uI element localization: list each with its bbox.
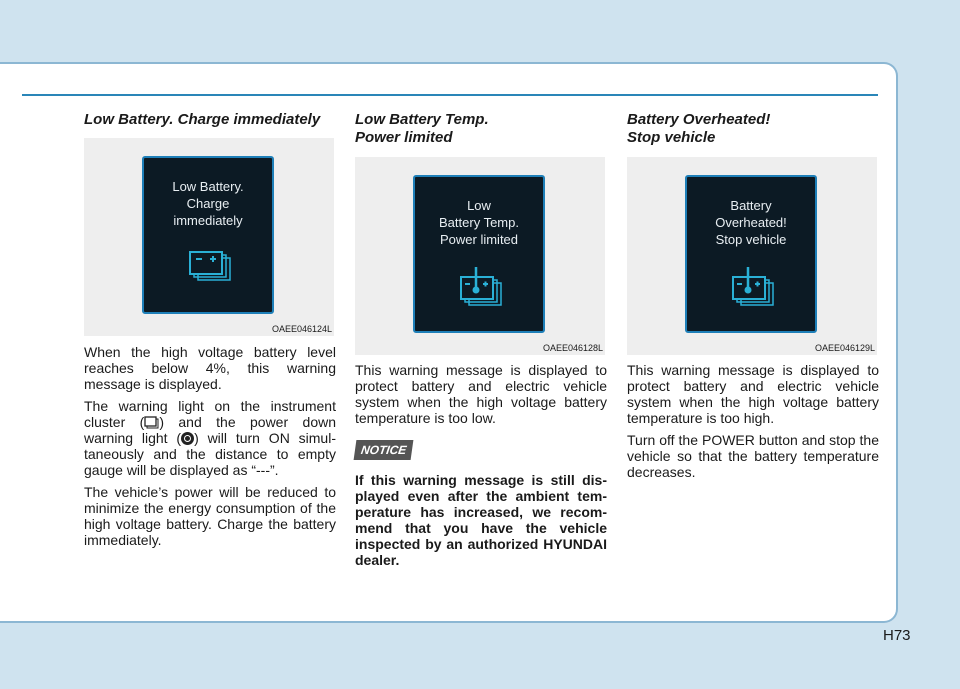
page-number: H73 <box>883 627 911 644</box>
header-rule <box>22 94 878 96</box>
figure-code: OAEE046124L <box>271 324 332 334</box>
figure-battery-overheated <box>627 157 877 355</box>
body-low-battery-temp <box>355 362 607 574</box>
paragraph: This warning message is displayed to protect battery and electric vehicle system when the high voltage battery temperature is too high. <box>627 362 879 426</box>
paragraph: Turn off the POWER button and stop the vehicle so that the battery temperature decreases. <box>627 432 879 480</box>
screen-message: Battery Overheated! Stop vehicle <box>715 198 787 247</box>
heading-battery-overheated: Battery Overheated! Stop vehicle <box>627 111 771 146</box>
paragraph: This warning message is displayed to protect battery and electric vehicle system when the high voltage battery temperature is too low. <box>355 362 607 426</box>
battery-warning-icon <box>188 250 234 282</box>
cluster-screen <box>142 156 274 314</box>
section-battery-overheated <box>627 111 879 147</box>
paragraph: When the high voltage battery level reaches below 4%, this warning message is displayed. <box>84 344 336 392</box>
body-battery-overheated <box>627 362 879 486</box>
figure-low-battery-temp <box>355 157 605 355</box>
notice-badge: NOTICE <box>354 440 414 460</box>
battery-warning-icon <box>144 416 159 429</box>
notice-text: If this warning message is still displayed even after the ambient temperature has increased, we recommend that you have the vehicle inspected by an authorized HYUNDAI dealer. <box>355 472 607 568</box>
section-low-battery-temp <box>355 111 607 147</box>
paragraph: The warning light on the instrument cluster ( ) and the power down warning light ( ) will turn ON simultaneously and the distance to empty gauge will be displayed as “---”. <box>84 398 337 478</box>
battery-temp-icon <box>459 265 505 309</box>
heading-low-battery-temp: Low Battery Temp. Power limited <box>355 111 489 146</box>
cluster-screen <box>685 175 817 333</box>
screen-message: Low Battery Temp. Power limited <box>439 198 519 247</box>
screen-message: Low Battery. Charge immediately <box>172 179 244 228</box>
body-low-battery <box>84 344 336 554</box>
section-low-battery <box>84 111 336 129</box>
heading-low-battery: Low Battery. Charge immediately <box>84 111 321 128</box>
figure-low-battery <box>84 138 334 336</box>
cluster-screen <box>413 175 545 333</box>
battery-temp-icon <box>731 265 777 309</box>
figure-code: OAEE046128L <box>542 343 603 353</box>
paragraph: The vehicle’s power will be reduced to minimize the energy consumption of the high voltage battery. Charge the battery immediately. <box>84 484 336 548</box>
figure-code: OAEE046129L <box>814 343 875 353</box>
power-down-warning-icon <box>181 432 194 445</box>
